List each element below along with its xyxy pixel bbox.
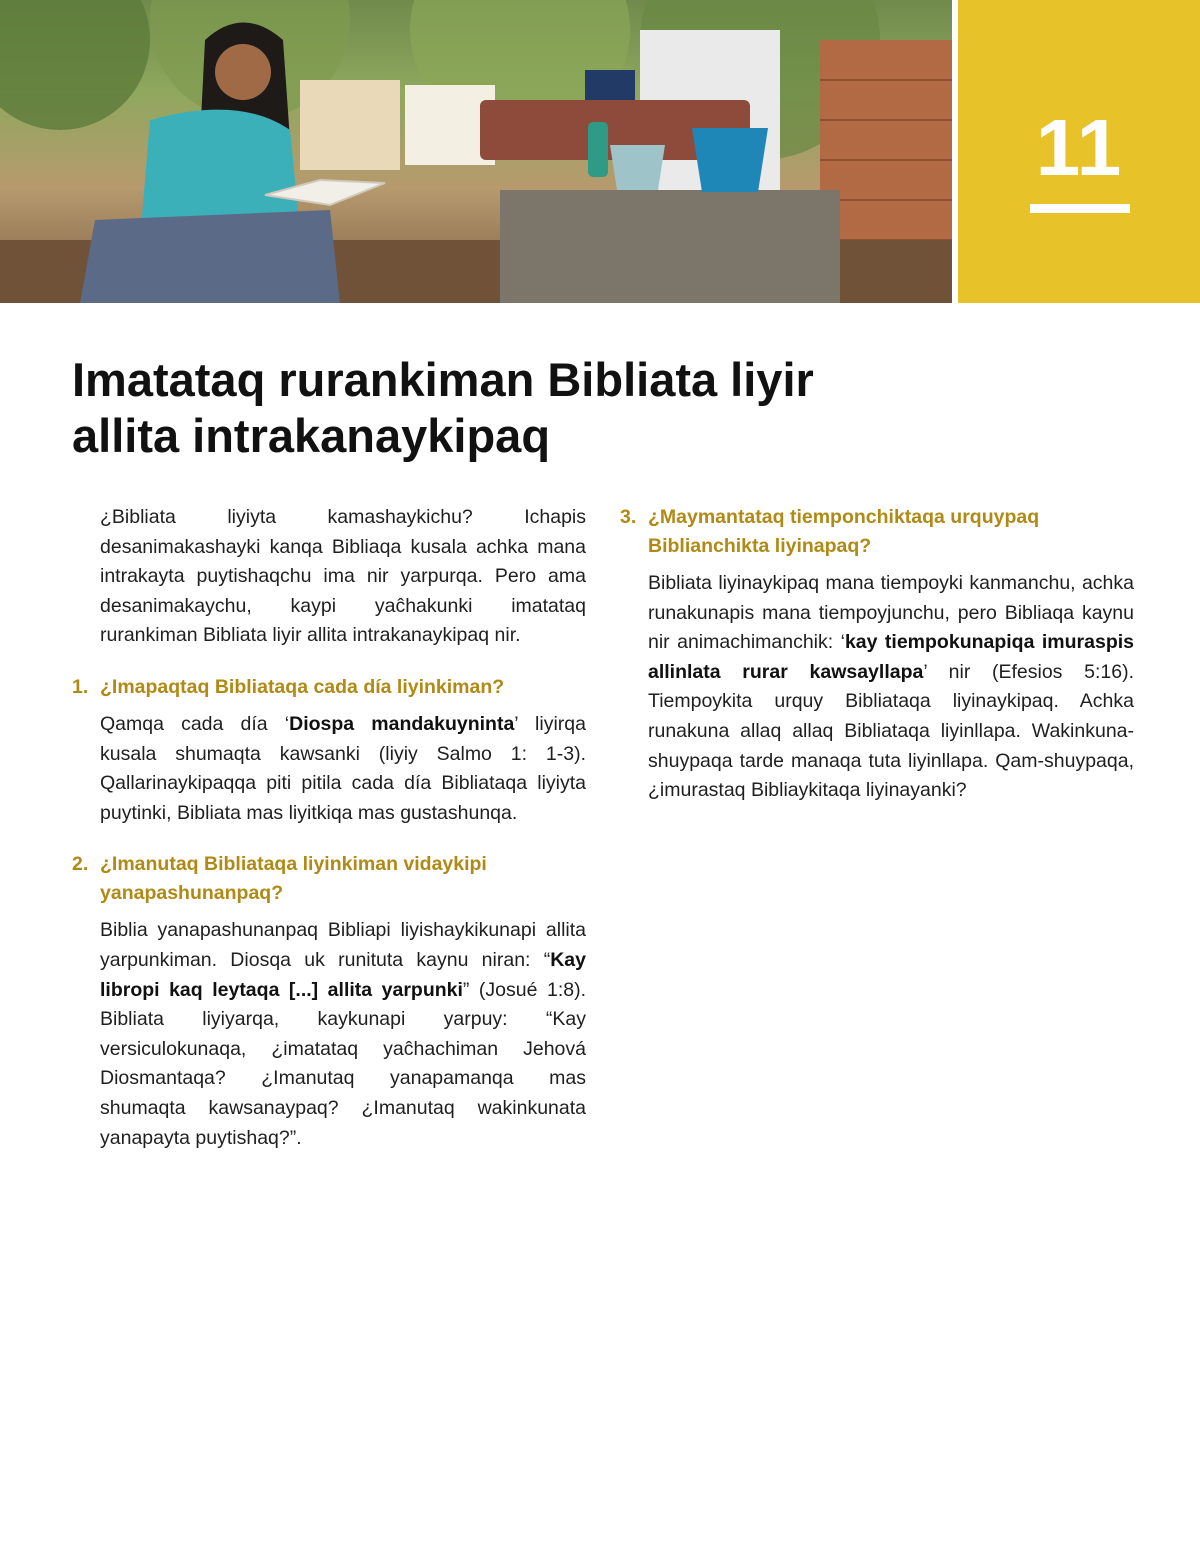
section-2 xyxy=(72,850,586,1153)
section-3-number: 3. xyxy=(620,506,637,528)
section-1-question: ¿Imapaqtaq Bibliataqa cada día liyinkiman? xyxy=(100,675,505,698)
left-column xyxy=(72,503,586,1153)
lesson-badge xyxy=(958,0,1200,303)
section-2-text-b: ” (Josué 1:8). Bibliata liyiyarqa, kaykunapi yarpuy: “Kay versiculokunaqa, ¿imatataq yaĉhachiman Jehová Diosmantaqa? ¿Imanutaq yanapamanqa mas shumaqta kawsanaypaq? ¿Imanutaq wakinkunata yanapayta puytishaq?”. xyxy=(100,978,586,1149)
section-2-heading xyxy=(72,850,586,908)
lesson-number: 11 xyxy=(1035,103,1123,192)
section-1-text-a: Qamqa cada día ‘ xyxy=(100,712,290,735)
page-title xyxy=(72,352,972,464)
section-2-number: 2. xyxy=(72,853,89,876)
section-3 xyxy=(620,503,1134,806)
section-2-question: ¿Imanutaq Bibliataqa liyinkiman vidaykipi yanapashunanpaq? xyxy=(100,853,487,905)
page-title-line1: Imatataq rurankiman Bibliata liyir xyxy=(72,353,814,406)
section-3-body xyxy=(648,569,1134,806)
section-2-body xyxy=(100,916,586,1153)
section-1-heading xyxy=(72,673,586,702)
section-2-bold-quote: Kay libropi kaq leytaqa [...] allita yarpunki xyxy=(100,948,586,1001)
right-column xyxy=(620,503,1134,806)
section-3-heading xyxy=(620,503,1134,561)
hero-photo xyxy=(0,0,952,303)
section-1-number: 1. xyxy=(72,675,89,698)
page-title-line2: allita intrakanaykipaq xyxy=(72,409,551,462)
section-3-bold-quote: kay tiempokunapiqa imuraspis allinlata rurar kawsayllapa xyxy=(648,631,1134,683)
lesson-number-underline xyxy=(1030,204,1130,213)
section-3-text-b: ’ nir (Efesios 5:16). Tiempoykita urquy Bibliataqa liyinaykipaq. Achka runakuna allaq allaq Bibliataqa liyinllapa. Wakinkuna-shuypaqa tarde manaqa tuta liyinllapa. Qam-shuypaqa, ¿imurastaq Bibliaykitaqa liyinayanki? xyxy=(648,660,1134,802)
section-3-text-a: Bibliata liyinaykipaq mana tiempoyki kanmanchu, achka runakunapis mana tiempoyjunchu, pero Bibliaqa kaynu nir animachimanchik: ‘ xyxy=(648,572,1134,654)
section-1-text-b: ’ liyirqa kusala shumaqta kawsanki (liyiy Salmo 1: 1-3). Qallarinaykipaqqa piti pitila cada día Bibliataqa liyiyta puytinki, Bibliata mas liyitkiqa mas gustashunqa. xyxy=(100,712,586,824)
section-1-body xyxy=(100,710,586,828)
woman-reading-bible-photo xyxy=(0,0,952,303)
section-3-question: ¿Maymantataq tiemponchiktaqa urquypaq Biblianchikta liyinapaq? xyxy=(648,506,1040,557)
section-1-bold-reference: Diospa mandakuyninta xyxy=(289,712,515,735)
section-2-text-a: Biblia yanapashunanpaq Bibliapi liyishaykikunapi allita yarpunkiman. Diosqa uk runituta kaynu niran: “ xyxy=(100,919,586,971)
intro-paragraph: ¿Bibliata liyiyta kamashaykichu? Ichapis desanimakashayki kanqa Bibliaqa kusala achka mana intrakayta puytishaqchu ima nir yarpurqa. Pero ama desanimakaychu, kaypi yaĉhakunki imatataq rurankiman Bibliata liyir allita intrakanaykipaq nir. xyxy=(100,506,586,647)
section-1 xyxy=(72,673,586,828)
